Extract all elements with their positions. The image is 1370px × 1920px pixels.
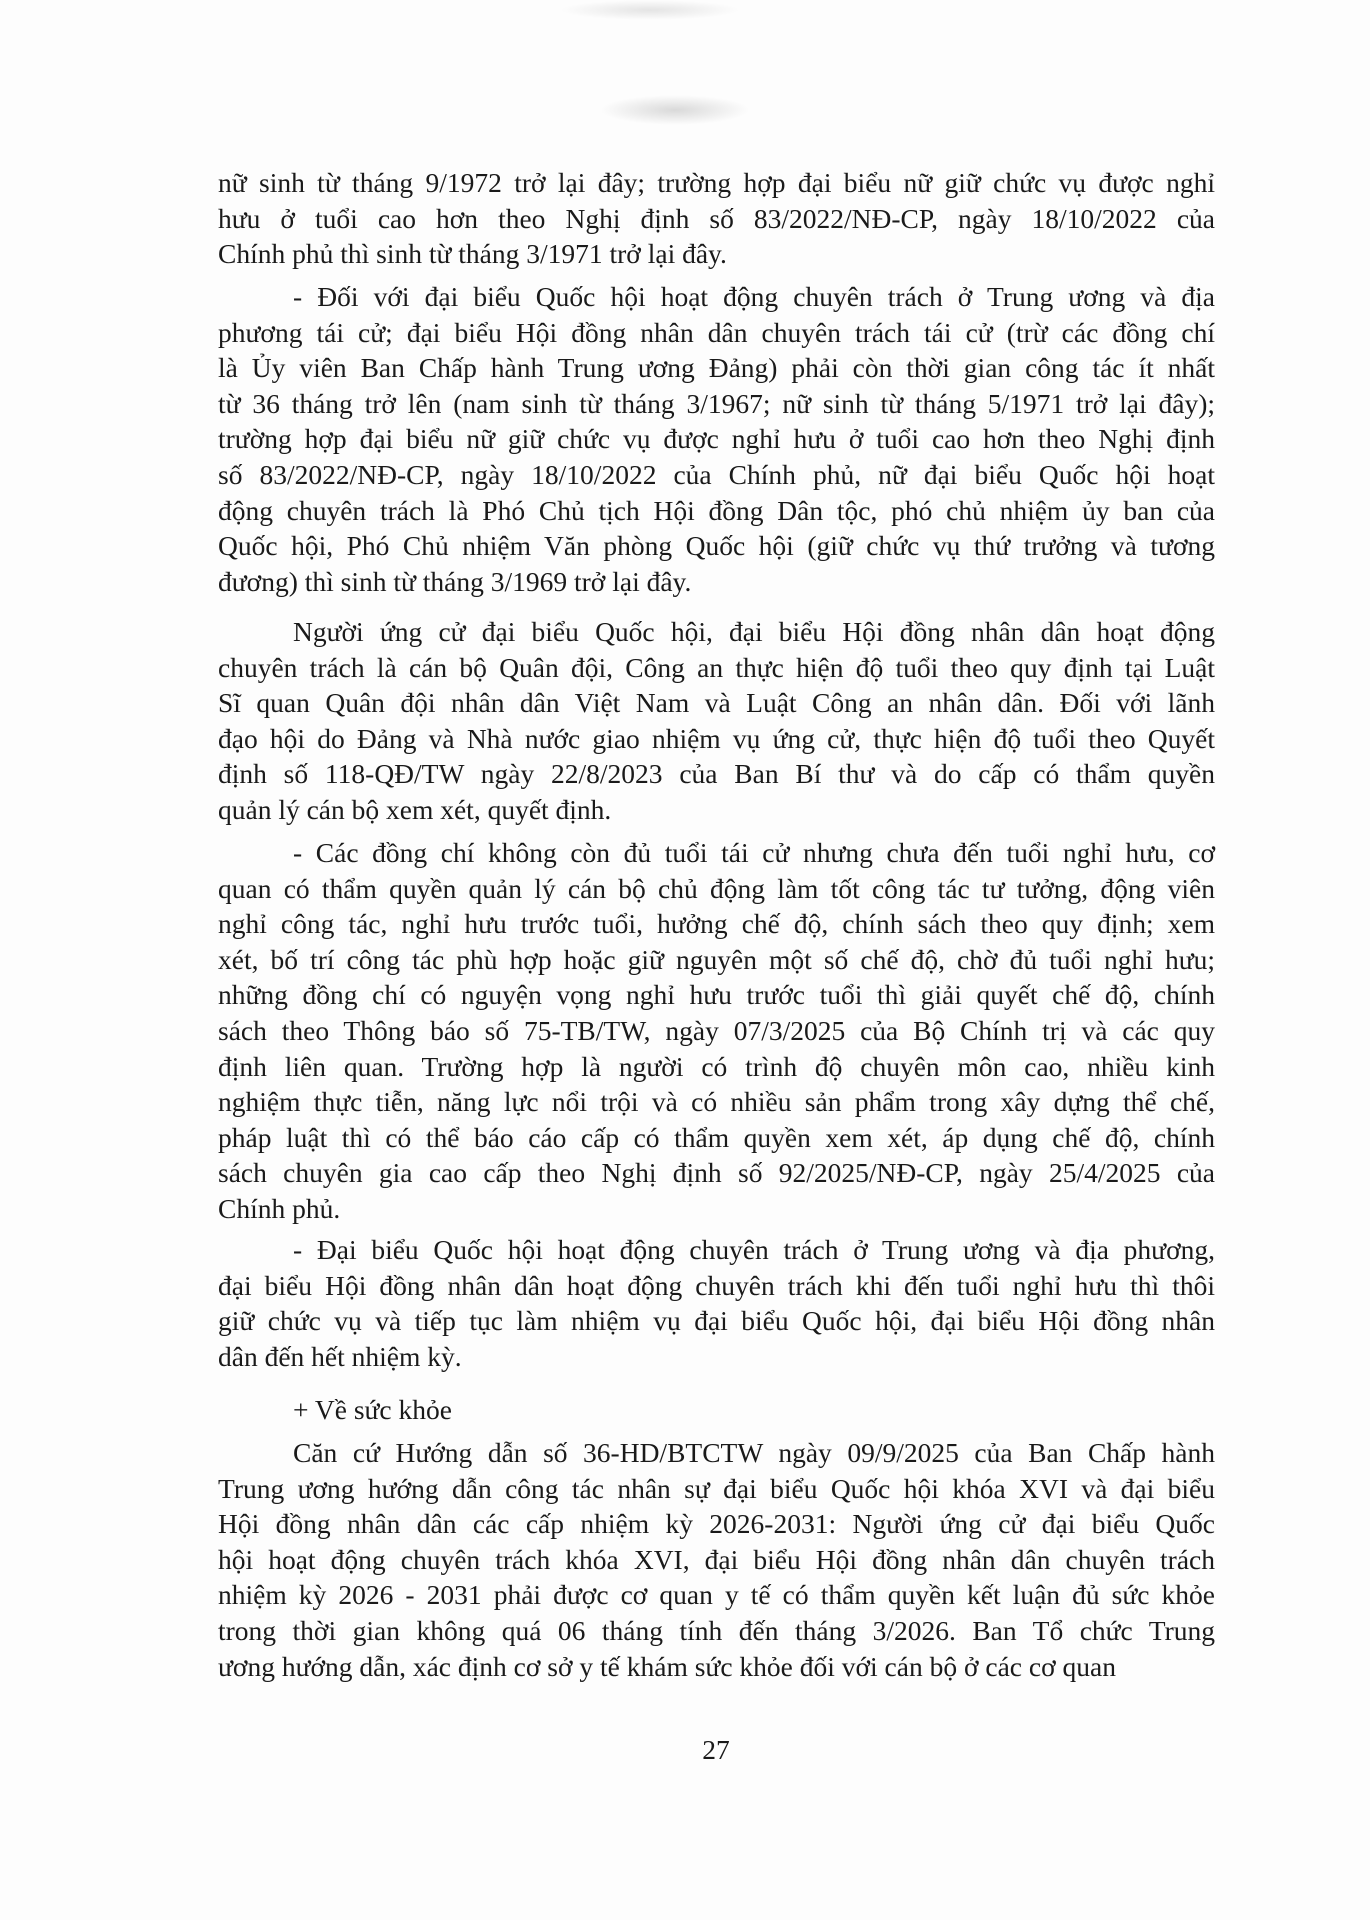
- text-line: là Ủy viên Ban Chấp hành Trung ương Đảng) phải còn thời gian công tác ít nhất: [218, 352, 1215, 384]
- text-line: Sĩ quan Quân đội nhân dân Việt Nam và Luật Công an nhân dân. Đối với lãnh: [218, 687, 1215, 719]
- text-line: pháp luật thì có thể báo cáo cấp có thẩm quyền xem xét, áp dụng chế độ, chính: [218, 1121, 1215, 1153]
- text-line: Chính phủ.: [218, 1192, 341, 1224]
- text-line: nghiệm thực tiễn, năng lực nổi trội và có nhiều sản phẩm trong xây dựng thể chế,: [218, 1086, 1215, 1118]
- text-line: Quốc hội, Phó Chủ nhiệm Văn phòng Quốc hội (giữ chức vụ thứ trưởng và tương: [218, 530, 1215, 562]
- text-line: giữ chức vụ và tiếp tục làm nhiệm vụ đại biểu Quốc hội, đại biểu Hội đồng nhân: [218, 1305, 1215, 1337]
- text-line: sách theo Thông báo số 75-TB/TW, ngày 07/3/2025 của Bộ Chính trị và các quy: [218, 1014, 1215, 1046]
- text-line: định số 118-QĐ/TW ngày 22/8/2023 của Ban Bí thư và do cấp có thẩm quyền: [218, 758, 1215, 790]
- text-line: Chính phủ thì sinh từ tháng 3/1971 trở lại đây.: [218, 238, 727, 270]
- text-line: - Đối với đại biểu Quốc hội hoạt động chuyên trách ở Trung ương và địa: [293, 281, 1215, 312]
- text-line: quan có thẩm quyền quản lý cán bộ chủ động làm tốt công tác tư tưởng, động viên: [218, 872, 1215, 904]
- text-line: chuyên trách là cán bộ Quân đội, Công an thực hiện độ tuổi theo quy định tại Luật: [218, 651, 1215, 683]
- text-line: nữ sinh từ tháng 9/1972 trở lại đây; trường hợp đại biểu nữ giữ chức vụ được nghỉ: [218, 167, 1215, 198]
- text-line: Hội đồng nhân dân các cấp nhiệm kỳ 2026-2031: Người ứng cử đại biểu Quốc: [218, 1508, 1215, 1540]
- text-line: trường hợp đại biểu nữ giữ chức vụ được nghỉ hưu ở tuổi cao hơn theo Nghị định: [218, 423, 1215, 455]
- paragraph-military-police-candidates: [218, 614, 1215, 828]
- text-line: trong thời gian không quá 06 tháng tính đến tháng 3/2026. Ban Tổ chức Trung: [218, 1614, 1215, 1646]
- text-line: hội hoạt động chuyên trách khóa XVI, đại biểu Hội đồng nhân dân chuyên trách: [218, 1543, 1215, 1575]
- text-line: dân đến hết nhiệm kỳ.: [218, 1340, 462, 1372]
- text-line: - Các đồng chí không còn đủ tuổi tái cử nhưng chưa đến tuổi nghỉ hưu, cơ: [293, 837, 1215, 868]
- text-line: phương tái cử; đại biểu Hội đồng nhân dân chuyên trách tái cử (trừ các đồng chí: [218, 316, 1215, 348]
- section-heading-health: [218, 1392, 1215, 1428]
- text-line: số 83/2022/NĐ-CP, ngày 18/10/2022 của Chính phủ, nữ đại biểu Quốc hội hoạt: [218, 458, 1215, 490]
- text-line: nhiệm kỳ 2026 - 2031 phải được cơ quan y tế có thẩm quyền kết luận đủ sức khỏe: [218, 1579, 1215, 1611]
- text-line: Căn cứ Hướng dẫn số 36-HD/BTCTW ngày 09/9/2025 của Ban Chấp hành: [293, 1437, 1215, 1468]
- text-line: + Về sức khỏe: [293, 1394, 452, 1425]
- paragraph-retirement-policy: [218, 835, 1215, 1227]
- text-line: xét, bố trí công tác phù hợp hoặc giữ nguyên một số chế độ, chờ đủ tuổi nghỉ hưu;: [218, 943, 1215, 975]
- text-line: hưu ở tuổi cao hơn theo Nghị định số 83/2022/NĐ-CP, ngày 18/10/2022 của: [218, 202, 1215, 234]
- text-line: - Đại biểu Quốc hội hoạt động chuyên trách ở Trung ương và địa phương,: [293, 1234, 1215, 1265]
- text-line: Trung ương hướng dẫn công tác nhân sự đại biểu Quốc hội khóa XVI và đại biểu: [218, 1472, 1215, 1504]
- text-line: đương) thì sinh từ tháng 3/1969 trở lại đây.: [218, 565, 692, 597]
- scan-artifact: [560, 0, 740, 20]
- text-line: những đồng chí có nguyện vọng nghỉ hưu trước tuổi thì giải quyết chế độ, chính: [218, 979, 1215, 1011]
- text-line: nghỉ công tác, nghỉ hưu trước tuổi, hưởng chế độ, chính sách theo quy định; xem: [218, 908, 1215, 940]
- scan-artifact: [600, 95, 750, 125]
- paragraph-health-requirements: [218, 1435, 1215, 1684]
- text-line: từ 36 tháng trở lên (nam sinh từ tháng 3/1967; nữ sinh từ tháng 5/1971 trở lại đây);: [218, 387, 1215, 419]
- text-line: ương hướng dẫn, xác định cơ sở y tế khám sức khỏe đối với cán bộ ở các cơ quan: [218, 1650, 1116, 1682]
- paragraph-reelection-age: [218, 279, 1215, 599]
- text-line: đại biểu Hội đồng nhân dân hoạt động chuyên trách khi đến tuổi nghỉ hưu thì thôi: [218, 1269, 1215, 1301]
- text-line: động chuyên trách là Phó Chủ tịch Hội đồng Dân tộc, phó chủ nhiệm ủy ban của: [218, 494, 1215, 526]
- text-line: Người ứng cử đại biểu Quốc hội, đại biểu Hội đồng nhân dân hoạt động: [293, 616, 1215, 647]
- text-line: đạo hội do Đảng và Nhà nước giao nhiệm vụ ứng cử, thực hiện độ tuổi theo Quyết: [218, 722, 1215, 754]
- paragraph-retirement-term: [218, 1232, 1215, 1374]
- text-line: định liên quan. Trường hợp là người có trình độ chuyên môn cao, nhiều kinh: [218, 1050, 1215, 1082]
- paragraph-female-age-continuation: [218, 165, 1215, 272]
- page-number: 27: [702, 1734, 730, 1765]
- text-line: sách chuyên gia cao cấp theo Nghị định số 92/2025/NĐ-CP, ngày 25/4/2025 của: [218, 1157, 1215, 1189]
- text-line: quản lý cán bộ xem xét, quyết định.: [218, 793, 612, 825]
